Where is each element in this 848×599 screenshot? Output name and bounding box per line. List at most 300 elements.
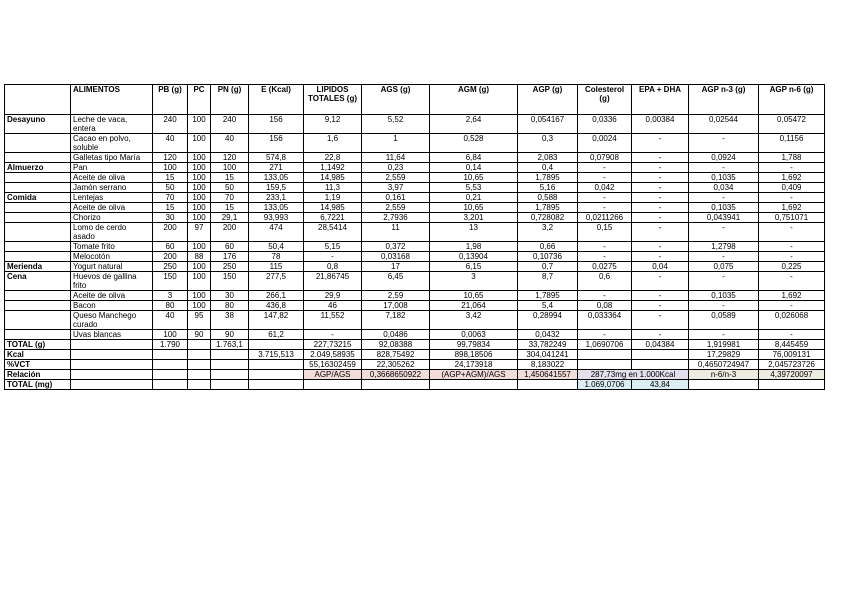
meal-label: [5, 213, 71, 223]
value-cell: 0,04384: [632, 340, 689, 350]
value-cell: 240: [153, 115, 188, 134]
table-row: [5, 193, 825, 203]
value-cell: 70: [211, 193, 249, 203]
column-header: AGS (g): [362, 85, 430, 115]
value-cell: 61,2: [249, 330, 304, 340]
value-cell: 90: [211, 330, 249, 340]
value-cell: -: [632, 153, 689, 163]
value-cell: 40: [153, 134, 188, 153]
meal-label: [5, 252, 71, 262]
meal-label: [5, 301, 71, 311]
meal-label: [5, 173, 71, 183]
food-name: Cacao en polvo, soluble: [71, 134, 153, 153]
value-cell: 1,7895: [518, 203, 578, 213]
value-cell: 95: [188, 311, 211, 330]
column-header: ALIMENTOS: [71, 85, 153, 115]
value-cell: 28,5414: [304, 223, 362, 242]
value-cell: 100: [211, 163, 249, 173]
value-cell: -: [632, 272, 689, 291]
value-cell: [153, 350, 188, 360]
total-mg-epa-dha: 43,84: [632, 380, 689, 390]
value-cell: -: [632, 223, 689, 242]
table-row: [5, 183, 825, 193]
value-cell: 2,59: [362, 291, 430, 301]
empty-cell: [211, 370, 249, 380]
n6n3-label: n-6/n-3: [689, 370, 759, 380]
value-cell: 474: [249, 223, 304, 242]
column-header: EPA + DHA: [632, 85, 689, 115]
value-cell: 5,4: [518, 301, 578, 311]
value-cell: -: [632, 291, 689, 301]
table-row: [5, 163, 825, 173]
value-cell: [632, 360, 689, 370]
value-cell: 3.715,513: [249, 350, 304, 360]
table-row: [5, 340, 825, 350]
value-cell: 1.763,1: [211, 340, 249, 350]
value-cell: 17: [362, 262, 430, 272]
value-cell: -: [689, 163, 759, 173]
value-cell: 14,985: [304, 203, 362, 213]
value-cell: [249, 340, 304, 350]
value-cell: 0,6: [578, 272, 632, 291]
food-name: Queso Manchego curado: [71, 311, 153, 330]
value-cell: 0,075: [689, 262, 759, 272]
value-cell: 80: [153, 301, 188, 311]
value-cell: 0,528: [430, 134, 518, 153]
value-cell: 1,692: [759, 173, 825, 183]
table-row: [5, 291, 825, 301]
value-cell: 15: [153, 203, 188, 213]
column-header: LIPIDOS TOTALES (g): [304, 85, 362, 115]
value-cell: 17,29829: [689, 350, 759, 360]
value-cell: [211, 360, 249, 370]
value-cell: 1,0690706: [578, 340, 632, 350]
header-row: [5, 85, 825, 115]
value-cell: 99,79834: [430, 340, 518, 350]
value-cell: 11,3: [304, 183, 362, 193]
table-row: [5, 213, 825, 223]
table-row: [5, 115, 825, 134]
food-name: Aceite de oliva: [71, 203, 153, 213]
value-cell: 159,5: [249, 183, 304, 193]
value-cell: 55,16302459: [304, 360, 362, 370]
value-cell: 11,64: [362, 153, 430, 163]
value-cell: 240: [211, 115, 249, 134]
value-cell: -: [304, 252, 362, 262]
column-header: PC: [188, 85, 211, 115]
value-cell: 2,045723726: [759, 360, 825, 370]
value-cell: 8,7: [518, 272, 578, 291]
value-cell: 147,82: [249, 311, 304, 330]
value-cell: 1,7895: [518, 173, 578, 183]
value-cell: 1,692: [759, 203, 825, 213]
food-name: Bacon: [71, 301, 153, 311]
value-cell: 0,0275: [578, 262, 632, 272]
value-cell: 0,728082: [518, 213, 578, 223]
value-cell: 30: [153, 213, 188, 223]
value-cell: 0,751071: [759, 213, 825, 223]
value-cell: 0,0024: [578, 134, 632, 153]
value-cell: 3: [430, 272, 518, 291]
value-cell: 2,559: [362, 203, 430, 213]
value-cell: 277,5: [249, 272, 304, 291]
table-row: [5, 223, 825, 242]
value-cell: 0,4: [518, 163, 578, 173]
value-cell: 0,28994: [518, 311, 578, 330]
value-cell: 0,05472: [759, 115, 825, 134]
value-cell: 93,993: [249, 213, 304, 223]
value-cell: -: [578, 242, 632, 252]
food-name: Melocotón: [71, 252, 153, 262]
value-cell: 0,7: [518, 262, 578, 272]
value-cell: -: [689, 252, 759, 262]
meal-label: Cena: [5, 272, 71, 291]
empty-cell: [689, 380, 759, 390]
value-cell: 22,305262: [362, 360, 430, 370]
table-row: [5, 173, 825, 183]
value-cell: 50,4: [249, 242, 304, 252]
value-cell: -: [759, 272, 825, 291]
meal-label: %VCT: [5, 360, 71, 370]
value-cell: 0,225: [759, 262, 825, 272]
value-cell: 30: [211, 291, 249, 301]
value-cell: 0,1156: [759, 134, 825, 153]
value-cell: [632, 350, 689, 360]
value-cell: 156: [249, 115, 304, 134]
value-cell: 100: [153, 330, 188, 340]
food-name: Huevos de gallina frito: [71, 272, 153, 291]
value-cell: 1,919981: [689, 340, 759, 350]
value-cell: 0,14: [430, 163, 518, 173]
value-cell: 1,98: [430, 242, 518, 252]
value-cell: 29,9: [304, 291, 362, 301]
value-cell: [211, 350, 249, 360]
value-cell: 133,05: [249, 173, 304, 183]
value-cell: 1.790: [153, 340, 188, 350]
value-cell: -: [759, 330, 825, 340]
value-cell: 80: [211, 301, 249, 311]
value-cell: 78: [249, 252, 304, 262]
agp-ags-label: AGP/AGS: [304, 370, 362, 380]
value-cell: -: [578, 163, 632, 173]
meal-label: [5, 153, 71, 163]
meal-label: [5, 311, 71, 330]
value-cell: 120: [211, 153, 249, 163]
value-cell: -: [632, 301, 689, 311]
total-mg-colesterol: 1.069,0706: [578, 380, 632, 390]
value-cell: 100: [188, 291, 211, 301]
value-cell: 100: [188, 262, 211, 272]
value-cell: -: [632, 213, 689, 223]
food-name: [71, 340, 153, 350]
diet-lipid-table: [4, 84, 825, 390]
column-header: AGP (g): [518, 85, 578, 115]
meal-label: Desayuno: [5, 115, 71, 134]
value-cell: 90: [188, 330, 211, 340]
table-row: [5, 242, 825, 252]
value-cell: 40: [211, 134, 249, 153]
value-cell: 10,65: [430, 291, 518, 301]
value-cell: 898,18506: [430, 350, 518, 360]
column-header: PB (g): [153, 85, 188, 115]
value-cell: 8,445459: [759, 340, 825, 350]
value-cell: 0,043941: [689, 213, 759, 223]
value-cell: 0,054167: [518, 115, 578, 134]
value-cell: 150: [153, 272, 188, 291]
value-cell: 5,53: [430, 183, 518, 193]
table-row: [5, 350, 825, 360]
value-cell: 0,042: [578, 183, 632, 193]
value-cell: [578, 350, 632, 360]
value-cell: 2,559: [362, 173, 430, 183]
meal-label: Merienda: [5, 262, 71, 272]
value-cell: -: [759, 223, 825, 242]
value-cell: 0,033364: [578, 311, 632, 330]
value-cell: 3: [153, 291, 188, 301]
value-cell: [153, 360, 188, 370]
table-row: [5, 330, 825, 340]
value-cell: 100: [188, 153, 211, 163]
value-cell: -: [304, 330, 362, 340]
value-cell: -: [632, 193, 689, 203]
food-name: Chorizo: [71, 213, 153, 223]
table-row: [5, 252, 825, 262]
value-cell: 6,45: [362, 272, 430, 291]
value-cell: 1,7895: [518, 291, 578, 301]
relacion-label: Relación: [5, 370, 71, 380]
food-name: Lomo de cerdo asado: [71, 223, 153, 242]
value-cell: 21,064: [430, 301, 518, 311]
value-cell: 29,1: [211, 213, 249, 223]
value-cell: 0,4650724947: [689, 360, 759, 370]
value-cell: -: [759, 242, 825, 252]
column-header: PN (g): [211, 85, 249, 115]
column-header: [5, 85, 71, 115]
food-name: Jamón serrano: [71, 183, 153, 193]
value-cell: -: [578, 330, 632, 340]
meal-label: [5, 223, 71, 242]
value-cell: -: [578, 291, 632, 301]
value-cell: 60: [153, 242, 188, 252]
value-cell: 0,04: [632, 262, 689, 272]
colesterol-per-kcal: 287,73mg en 1.000Kcal: [578, 370, 689, 380]
value-cell: 0,0924: [689, 153, 759, 163]
table-row: [5, 360, 825, 370]
value-cell: 6,15: [430, 262, 518, 272]
value-cell: 9,12: [304, 115, 362, 134]
column-header: AGP n-6 (g): [759, 85, 825, 115]
value-cell: 0,1035: [689, 173, 759, 183]
value-cell: 14,985: [304, 173, 362, 183]
meal-label: Almuerzo: [5, 163, 71, 173]
food-name: Pan: [71, 163, 153, 173]
food-name: [71, 350, 153, 360]
value-cell: 0,372: [362, 242, 430, 252]
value-cell: 574,8: [249, 153, 304, 163]
value-cell: -: [632, 134, 689, 153]
table-row: [5, 153, 825, 163]
value-cell: -: [689, 134, 759, 153]
value-cell: 0,0211266: [578, 213, 632, 223]
value-cell: -: [689, 193, 759, 203]
value-cell: 2,7936: [362, 213, 430, 223]
value-cell: 304,041241: [518, 350, 578, 360]
value-cell: 11: [362, 223, 430, 242]
value-cell: [188, 360, 211, 370]
value-cell: 0,21: [430, 193, 518, 203]
value-cell: 250: [153, 262, 188, 272]
value-cell: 15: [153, 173, 188, 183]
value-cell: -: [759, 193, 825, 203]
meal-label: Comida: [5, 193, 71, 203]
value-cell: 200: [153, 223, 188, 242]
value-cell: 250: [211, 262, 249, 272]
value-cell: -: [632, 203, 689, 213]
value-cell: 15: [211, 173, 249, 183]
agpagm-ags-label: (AGP+AGM)/AGS: [430, 370, 518, 380]
table-row: [5, 203, 825, 213]
value-cell: 0,10736: [518, 252, 578, 262]
value-cell: 0,588: [518, 193, 578, 203]
value-cell: 0,161: [362, 193, 430, 203]
value-cell: 70: [153, 193, 188, 203]
value-cell: [188, 350, 211, 360]
empty-cell: [304, 380, 362, 390]
value-cell: -: [578, 173, 632, 183]
value-cell: 0,1035: [689, 291, 759, 301]
value-cell: -: [632, 183, 689, 193]
food-name: Aceite de oliva: [71, 291, 153, 301]
value-cell: 0,0336: [578, 115, 632, 134]
table-row: [5, 262, 825, 272]
meal-label: [5, 134, 71, 153]
value-cell: -: [632, 252, 689, 262]
agpagm-ags-value: 1,450641557: [518, 370, 578, 380]
value-cell: 0,0486: [362, 330, 430, 340]
value-cell: [578, 360, 632, 370]
value-cell: 76,009131: [759, 350, 825, 360]
column-header: AGP n-3 (g): [689, 85, 759, 115]
value-cell: 1,788: [759, 153, 825, 163]
value-cell: 0,1035: [689, 203, 759, 213]
value-cell: 100: [188, 173, 211, 183]
value-cell: 8,183022: [518, 360, 578, 370]
value-cell: 7,182: [362, 311, 430, 330]
value-cell: 0,0589: [689, 311, 759, 330]
value-cell: 3,201: [430, 213, 518, 223]
table-row: [5, 272, 825, 291]
value-cell: 150: [211, 272, 249, 291]
empty-cell: [188, 380, 211, 390]
value-cell: 3,42: [430, 311, 518, 330]
value-cell: 3,97: [362, 183, 430, 193]
value-cell: -: [759, 252, 825, 262]
value-cell: 10,65: [430, 173, 518, 183]
value-cell: 0,03168: [362, 252, 430, 262]
food-name: Tomate frito: [71, 242, 153, 252]
value-cell: 120: [153, 153, 188, 163]
value-cell: 0,02544: [689, 115, 759, 134]
empty-cell: [249, 380, 304, 390]
value-cell: 60: [211, 242, 249, 252]
value-cell: 1,692: [759, 291, 825, 301]
value-cell: -: [578, 252, 632, 262]
value-cell: -: [632, 173, 689, 183]
relacion-row: [5, 370, 825, 380]
value-cell: 5,52: [362, 115, 430, 134]
value-cell: [188, 340, 211, 350]
value-cell: 100: [188, 203, 211, 213]
column-header: Colesterol (g): [578, 85, 632, 115]
value-cell: 266,1: [249, 291, 304, 301]
value-cell: 115: [249, 262, 304, 272]
value-cell: 33,782249: [518, 340, 578, 350]
value-cell: 40: [153, 311, 188, 330]
value-cell: 0,0432: [518, 330, 578, 340]
value-cell: -: [759, 301, 825, 311]
food-name: Aceite de oliva: [71, 173, 153, 183]
value-cell: -: [759, 163, 825, 173]
value-cell: 100: [188, 242, 211, 252]
value-cell: 5,15: [304, 242, 362, 252]
value-cell: 233,1: [249, 193, 304, 203]
value-cell: 24,173918: [430, 360, 518, 370]
value-cell: 0,07908: [578, 153, 632, 163]
table-row: [5, 301, 825, 311]
value-cell: 200: [211, 223, 249, 242]
value-cell: 6,7221: [304, 213, 362, 223]
value-cell: -: [689, 272, 759, 291]
value-cell: 0,026068: [759, 311, 825, 330]
empty-cell: [362, 380, 430, 390]
food-name: Lentejas: [71, 193, 153, 203]
value-cell: 156: [249, 134, 304, 153]
table-row: [5, 134, 825, 153]
value-cell: 46: [304, 301, 362, 311]
value-cell: 97: [188, 223, 211, 242]
value-cell: 15: [211, 203, 249, 213]
value-cell: 0,13904: [430, 252, 518, 262]
value-cell: 10,65: [430, 203, 518, 213]
value-cell: 2,083: [518, 153, 578, 163]
empty-cell: [430, 380, 518, 390]
value-cell: 50: [153, 183, 188, 193]
meal-label: [5, 291, 71, 301]
value-cell: 100: [188, 134, 211, 153]
value-cell: 100: [188, 301, 211, 311]
value-cell: 133,05: [249, 203, 304, 213]
total-mg-label: TOTAL (mg): [5, 380, 71, 390]
value-cell: 1,1492: [304, 163, 362, 173]
value-cell: 176: [211, 252, 249, 262]
empty-cell: [249, 370, 304, 380]
value-cell: 0,0063: [430, 330, 518, 340]
column-header: E (Kcal): [249, 85, 304, 115]
value-cell: 227,73215: [304, 340, 362, 350]
value-cell: [249, 360, 304, 370]
value-cell: 100: [188, 272, 211, 291]
total-mg-row: [5, 380, 825, 390]
food-name: Uvas blancas: [71, 330, 153, 340]
value-cell: 0,08: [578, 301, 632, 311]
empty-cell: [153, 370, 188, 380]
value-cell: 828,75492: [362, 350, 430, 360]
value-cell: 0,3: [518, 134, 578, 153]
value-cell: -: [578, 193, 632, 203]
value-cell: 22,8: [304, 153, 362, 163]
value-cell: 436,8: [249, 301, 304, 311]
table-row: [5, 311, 825, 330]
